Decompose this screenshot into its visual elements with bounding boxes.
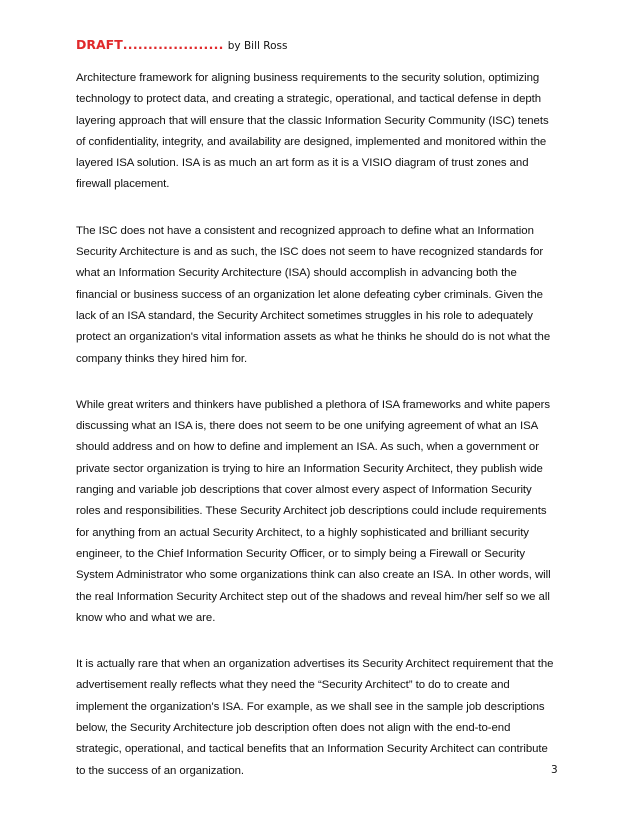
- text-line: the real Information Security Architect step out of the shadows and reveal him/her self so we all: [76, 590, 550, 603]
- text-line: protect an organization's vital information assets as what he thinks he should do is not what the: [76, 331, 551, 344]
- text-line: what an Information Security Architecture (ISA) should accomplish in advancing both the: [76, 267, 517, 280]
- text-line: company thinks they hired him for.: [76, 352, 248, 365]
- text-line: know who and what we are.: [76, 611, 216, 624]
- text-line: implement the organization's ISA. For example, as we shall see in the sample job descriptions: [76, 700, 545, 713]
- text-line: to the success of an organization.: [76, 764, 244, 777]
- text-line: While great writers and thinkers have published a plethora of ISA frameworks and white papers: [76, 398, 551, 411]
- text-line: engineer, to the Chief Information Security Officer, or to simply being a Firewall or Security: [76, 547, 526, 560]
- page-number: 3: [551, 764, 558, 776]
- text-line: technology to protect data, and creating a strategic, operational, and tactical defense in depth: [76, 93, 542, 106]
- page-header: [76, 37, 287, 52]
- text-line: discussing what an ISA is, there does not seem to be one unifying agreement of what an ISA: [76, 420, 539, 433]
- text-line: of confidentiality, integrity, and availability are designed, implemented and monitored within the: [76, 135, 547, 148]
- text-line: lack of an ISA standard, the Security Architect sometimes struggles in his role to adequately: [76, 309, 533, 322]
- text-line: private sector organization is trying to hire an Information Security Architect, they publish wide: [76, 462, 543, 475]
- text-line: layering approach that will ensure that the classic Information Security Community (ISC) tenets: [76, 114, 549, 127]
- text-line: for anything from an actual Security Architect, to a highly sophisticated and brilliant security: [76, 526, 529, 539]
- text-line: Security Architecture is and as such, the ISC does not seem to have recognized standards for: [76, 246, 544, 259]
- body-text: [76, 68, 562, 807]
- paragraph-2: [76, 221, 562, 370]
- text-line: roles and responsibilities. These Security Architect job descriptions could include requirements: [76, 505, 547, 518]
- author-byline: by Bill Ross: [227, 40, 288, 52]
- text-line: ranging and variable job descriptions that cover almost every aspect of Information Security: [76, 484, 532, 497]
- text-line: Architecture framework for aligning business requirements to the security solution, optimizing: [76, 72, 540, 84]
- text-line: The ISC does not have a consistent and recognized approach to define what an Information: [76, 224, 534, 237]
- text-line: layered ISA solution. ISA is as much an art form as it is a VISIO diagram of trust zones and: [76, 157, 529, 170]
- text-line: System Administrator who some organizations think can also create an ISA. In other words, will: [76, 569, 551, 582]
- draft-label: DRAFT: [76, 37, 123, 52]
- paragraph-1: [76, 68, 562, 196]
- text-line: advertisement really reflects what they need the “Security Architect” to do to create and: [76, 679, 510, 692]
- header-dots: ....................: [122, 37, 224, 52]
- text-line: It is actually rare that when an organization advertises its Security Architect requirement that the: [76, 658, 554, 671]
- text-line: below, the Security Architecture job description often does not align with the end-to-end: [76, 722, 511, 735]
- paragraph-3: [76, 395, 562, 629]
- text-line: strategic, operational, and tactical benefits that an Information Security Architect can contribute: [76, 743, 548, 756]
- text-line: should address and on how to define and implement an ISA. As such, when a government or: [76, 441, 539, 454]
- paragraph-4: [76, 654, 562, 782]
- text-line: firewall placement.: [76, 178, 170, 191]
- text-line: financial or business success of an organization let alone defeating cyber criminals. Given the: [76, 288, 543, 301]
